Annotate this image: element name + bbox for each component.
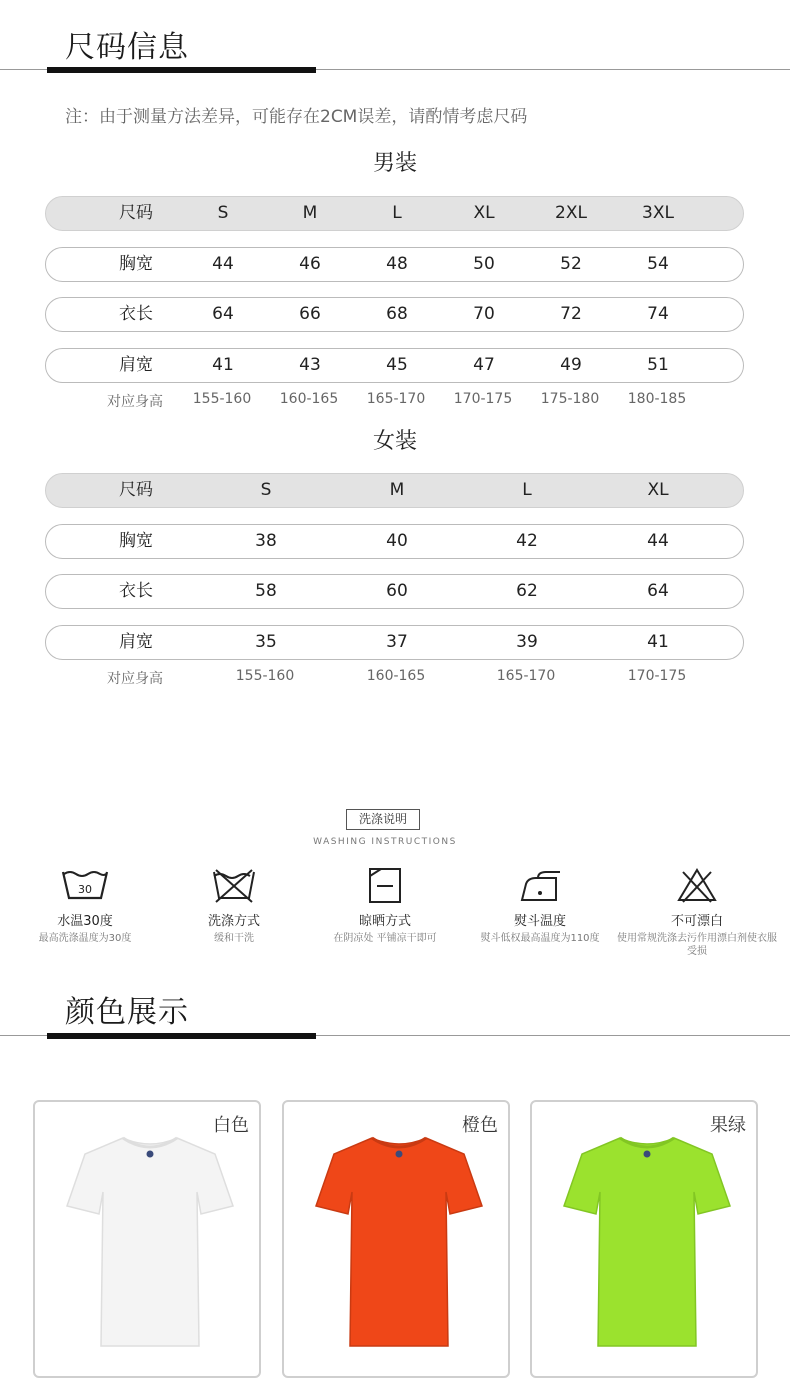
wash-item xyxy=(305,866,465,945)
size-cell: XL xyxy=(647,480,669,500)
tshirt-body xyxy=(67,1138,233,1346)
size-cell: 72 xyxy=(560,304,582,324)
size-cell: 74 xyxy=(647,304,669,324)
no-wash-icon xyxy=(210,866,258,906)
size-cell: 3XL xyxy=(642,203,674,223)
size-table-header xyxy=(45,473,744,508)
washing-title: 洗涤说明 xyxy=(346,809,420,830)
size-cell: 44 xyxy=(647,531,669,551)
size-cell: 41 xyxy=(647,632,669,652)
height-cell: 165-170 xyxy=(496,668,556,684)
height-cell: 155-160 xyxy=(235,668,295,684)
size-cell: 54 xyxy=(647,254,669,274)
size-cell: S xyxy=(217,203,229,223)
size-cell: 48 xyxy=(386,254,408,274)
size-cell: L xyxy=(522,480,532,500)
size-row-label: 尺码 xyxy=(119,203,153,223)
size-row-label: 肩宽 xyxy=(119,632,153,652)
color-card-orange[interactable] xyxy=(282,1100,510,1378)
iron-low-icon xyxy=(516,866,564,906)
wash-item-desc: 最高洗涤温度为30度 xyxy=(38,933,132,944)
color-section-title: 颜色展示 xyxy=(65,995,189,1030)
size-table-row xyxy=(45,297,744,332)
size-table-row xyxy=(45,574,744,609)
color-card-white[interactable] xyxy=(33,1100,261,1378)
wash-item-name: 水温30度 xyxy=(57,914,113,929)
size-note: 注：由于测量方法差异，可能存在2CM误差，请酌情考虑尺码 xyxy=(65,107,528,127)
color-card-green[interactable] xyxy=(530,1100,758,1378)
size-row-label: 衣长 xyxy=(119,581,153,601)
section-accent-bar xyxy=(47,67,316,73)
size-row-label: 肩宽 xyxy=(119,355,153,375)
size-table-header xyxy=(45,196,744,231)
size-cell: 38 xyxy=(255,531,277,551)
size-row-label: 衣长 xyxy=(119,304,153,324)
height-cell: 170-175 xyxy=(453,391,513,407)
size-cell: 70 xyxy=(473,304,495,324)
color-card-label: 果绿 xyxy=(710,1115,746,1136)
size-cell: 42 xyxy=(516,531,538,551)
size-cell: 37 xyxy=(386,632,408,652)
tshirt-logo-icon xyxy=(396,1151,403,1158)
wash-item-desc: 缓和干洗 xyxy=(214,933,254,944)
size-cell: 68 xyxy=(386,304,408,324)
height-cell: 180-185 xyxy=(627,391,687,407)
wash-tub-30-icon xyxy=(61,866,109,906)
size-table-row xyxy=(45,524,744,559)
size-cell: 47 xyxy=(473,355,495,375)
size-cell: 35 xyxy=(255,632,277,652)
size-table-row xyxy=(45,625,744,660)
height-row-label: 对应身高 xyxy=(107,671,163,687)
size-cell: XL xyxy=(473,203,495,223)
size-cell: 43 xyxy=(299,355,321,375)
height-row-label: 对应身高 xyxy=(107,394,163,410)
wash-item xyxy=(5,866,165,945)
height-cell: 160-165 xyxy=(279,391,339,407)
size-cell: 45 xyxy=(386,355,408,375)
size-cell: 60 xyxy=(386,581,408,601)
color-card-label: 橙色 xyxy=(462,1115,498,1136)
wash-tub-number: 30 xyxy=(78,883,92,896)
size-cell: 62 xyxy=(516,581,538,601)
no-bleach-icon xyxy=(673,866,721,906)
size-cell: 51 xyxy=(647,355,669,375)
size-cell: 39 xyxy=(516,632,538,652)
size-cell: 50 xyxy=(473,254,495,274)
section-accent-bar xyxy=(47,1033,316,1039)
size-row-label: 胸宽 xyxy=(119,531,153,551)
size-cell: 52 xyxy=(560,254,582,274)
size-cell: 64 xyxy=(647,581,669,601)
wash-item-name: 熨斗温度 xyxy=(513,914,566,929)
color-card-label: 白色 xyxy=(213,1115,249,1136)
size-table-row xyxy=(45,247,744,282)
height-cell: 165-170 xyxy=(366,391,426,407)
size-cell: 58 xyxy=(255,581,277,601)
wash-item xyxy=(460,866,620,945)
men-table-title: 男装 xyxy=(372,151,417,176)
height-cell: 160-165 xyxy=(366,668,426,684)
size-cell: M xyxy=(389,480,405,500)
wash-item-desc: 熨斗低权最高温度为110度 xyxy=(480,933,600,944)
size-row-label: 胸宽 xyxy=(119,254,153,274)
size-cell: M xyxy=(302,203,318,223)
size-cell: 64 xyxy=(212,304,234,324)
size-section-title: 尺码信息 xyxy=(65,30,189,65)
size-cell: 41 xyxy=(212,355,234,375)
wash-item-name: 晾晒方式 xyxy=(358,914,411,929)
size-cell: 40 xyxy=(386,531,408,551)
size-cell: 49 xyxy=(560,355,582,375)
tshirt-green-image xyxy=(562,1134,732,1349)
height-row xyxy=(45,391,744,411)
height-row xyxy=(45,668,744,688)
dry-flat-shade-icon xyxy=(361,866,409,906)
tshirt-white-image xyxy=(65,1134,235,1349)
wash-item xyxy=(617,866,777,958)
height-cell: 170-175 xyxy=(627,668,687,684)
tshirt-body xyxy=(316,1138,482,1346)
washing-subtitle: WASHING INSTRUCTIONS xyxy=(313,837,457,847)
tshirt-orange-image xyxy=(314,1134,484,1349)
wash-item-desc: 使用常规洗涤去污作用漂白剂使衣服受损 xyxy=(617,933,777,957)
size-table-row xyxy=(45,348,744,383)
wash-item-name: 不可漂白 xyxy=(670,914,723,929)
size-cell: 44 xyxy=(212,254,234,274)
wash-item-name: 洗涤方式 xyxy=(207,914,260,929)
tshirt-logo-icon xyxy=(147,1151,154,1158)
wash-item-desc: 在阴凉处 平铺凉干即可 xyxy=(333,933,437,944)
tshirt-body xyxy=(564,1138,730,1346)
size-row-label: 尺码 xyxy=(119,480,153,500)
size-cell: S xyxy=(260,480,272,500)
size-cell: 66 xyxy=(299,304,321,324)
size-cell: 46 xyxy=(299,254,321,274)
wash-item xyxy=(154,866,314,945)
height-cell: 175-180 xyxy=(540,391,600,407)
size-cell: L xyxy=(392,203,402,223)
tshirt-logo-icon xyxy=(644,1151,651,1158)
women-table-title: 女装 xyxy=(372,429,417,454)
size-cell: 2XL xyxy=(555,203,587,223)
height-cell: 155-160 xyxy=(192,391,252,407)
